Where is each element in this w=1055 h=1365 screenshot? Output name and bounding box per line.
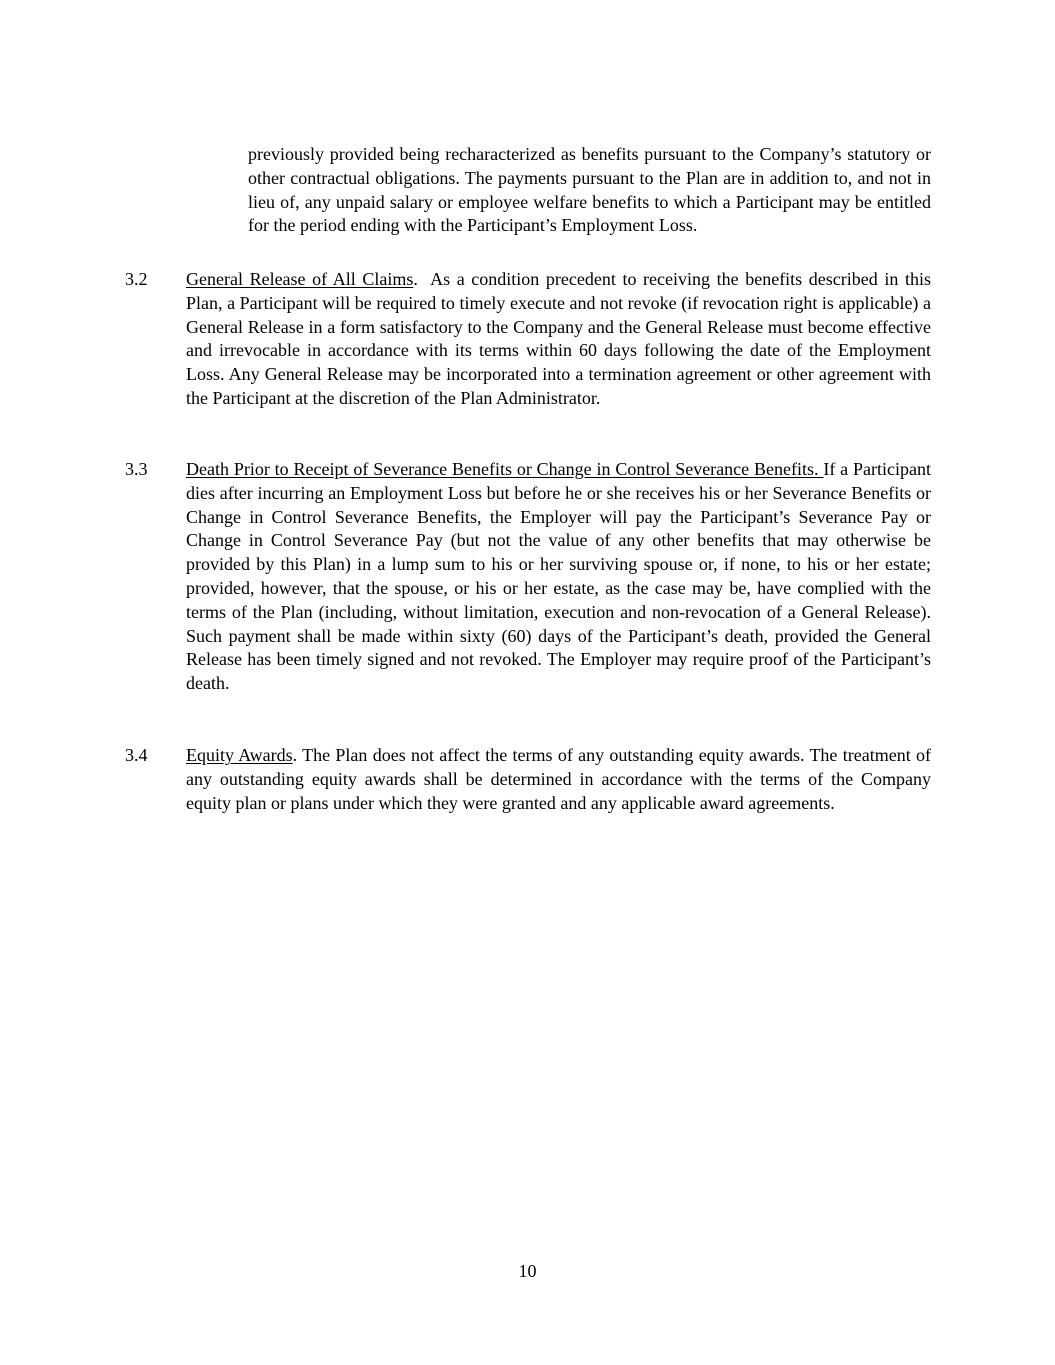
section-heading: Equity Awards (186, 745, 293, 765)
section-3-3 (125, 458, 931, 696)
page-number: 10 (518, 1261, 537, 1281)
section-number: 3.3 (125, 459, 148, 479)
section-heading: Death Prior to Receipt of Severance Benefits or Change in Control Severance Benefits. (186, 459, 824, 479)
section-heading: General Release of All Claims (186, 269, 414, 289)
section-3-2 (125, 268, 931, 411)
section-body (186, 458, 931, 696)
section-body (186, 744, 931, 815)
continuation-paragraph: previously provided being recharacterized as benefits pursuant to the Company’s statutory or other contractual obligations. The payments pursuant to the Plan are in addition to, and not in lieu of, any unpaid salary or employee welfare benefits to which a Participant may be entitled for the period ending with the Participant’s Employment Loss. (248, 144, 931, 236)
section-text: If a Participant dies after incurring an Employment Loss but before he or she receives his or her Severance Benefits or Change in Control Severance Benefits, the Employer will pay the Participant’s Severance Pay or Change in Control Severance Pay (but not the value of any other benefits that may otherwise be provided by this Plan) in a lump sum to his or her surviving spouse or, if none, to his or her estate; provided, however, that the spouse, or his or her estate, as the case may be, have complied with the terms of the Plan (including, without limitation, execution and non-revocation of a General Release). Such payment shall be made within sixty (60) days of the Participant’s death, provided the General Release has been timely signed and not revoked. The Employer may require proof of the Participant’s death. (186, 459, 931, 694)
section-body (186, 268, 931, 411)
heading-punctuation: . (413, 269, 431, 289)
section-number: 3.2 (125, 269, 148, 289)
section-text: The Plan does not affect the terms of any outstanding equity awards. The treatment of any outstanding equity awards shall be determined in accordance with the terms of the Company equity plan or plans under which they were granted and any applicable award agreements. (186, 745, 931, 813)
section-3-4 (125, 744, 931, 815)
heading-punctuation: . (292, 745, 303, 765)
section-text: As a condition precedent to receiving the benefits described in this Plan, a Participant will be required to timely execute and not revoke (if revocation right is applicable) a General Release in a form satisfactory to the Company and the General Release must become effective and irrevocable in accordance with its terms within 60 days following the date of the Employment Loss. Any General Release may be incorporated into a termination agreement or other agreement with the Participant at the discretion of the Plan Administrator. (186, 269, 931, 408)
section-number: 3.4 (125, 745, 148, 765)
